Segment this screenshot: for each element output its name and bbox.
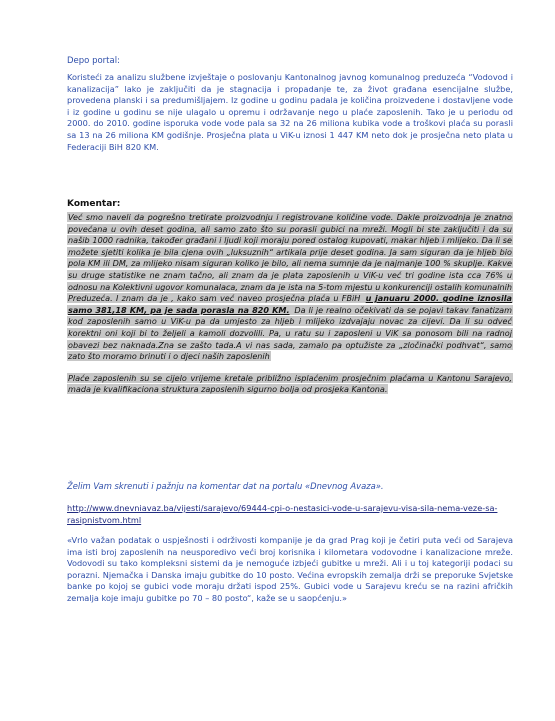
depo-portal-paragraph: Koristeći za analizu službene izvještaje o poslovanju Kantonalnog javnog komunalnog preduzeća “Vodovod i kanalizacija” lako je zaključiti da je stagnacija i propadanje te, za život građana esencijalne službe, provedena planski i sa predumišljajem. Iz godine u godinu padala je količina proizvedene i dostavljene vode i iz godine u godinu se nije ulagalo u opremu i održavanje nego u plaće zaposlenih. Tako je u periodu od 2000. do 2010. godine isporuka vode vode pala sa 32 na 26 miliona kubika vode a troškovi plaća su porasli sa 13 na 26 miliona KM godišnje. Prosječna plata u ViK-u iznosi 1 447 KM neto dok je prosječna neto plata u Federaciji BiH 820 KM. [67, 72, 513, 152]
komentar-text-c: Plaće zaposlenih su se cijelo vrijeme kretale približno isplaćenim prosječnim plaćama u Kantonu Sarajevo, mada je kvalifikaciona struktura zaposlenih sigurno bolja od prosjeka Kantona. [68, 372, 512, 395]
paragraph-gap [67, 363, 513, 373]
avaz-heading: Želim Vam skrenuti i pažnju na komentar dat na portalu «Dnevnog Avaza». [67, 481, 384, 491]
komentar-salary-bold: u januaru 2000. godine iznosila samo 381,18 KM, pa je sada porasla na 820 KM. [68, 293, 513, 315]
komentar-paragraph-1 [67, 212, 513, 363]
avaz-quote: «Vrlo važan podatak o uspješnosti i održivosti kompanije je da grad Prag koji je četiri puta veći od Sarajeva ima isti broj zaposlenih na neusporedivo veći broj korisnika i kilometara vodovodne i kanalizacione mreže. Vodovodi su tako kompleksni sistemi da je nemoguće izbjeći gubitke u mreži. Ali i u toj kategoriji podaci su porazni. Njemačka i Danska imaju gubitke do 10 posto. Većina evropskih zemalja drži se preporuke Svjetske banke po kojoj se gubici vode moraju držati ispod 25%. Gubici vode u Sarajevu kreću se na razini afričkih zemalja koje imaju gubitke po 70 – 80 posto“, kaže se u saopćenju.» [67, 535, 513, 603]
komentar-text-b: Da li je realno očekivati da se pojavi takav fanatizam kod zaposlenih samo u ViK-u pa da umjesto za hljeb i mlijeko izdvajaju novac za cijevi. Da li su odveć korektni oni koji bi to željeli a kamoli dozvolili. Pa, u ratu su i zaposleni u ViK sa ponosom bili na radnoj obavezi bez naknada.Zna se zašto tada.A vi nas sada, zamalo pa optužiste za „zločinački podhvat“, samo zato što moramo brinuti i o djeci naših zaposlenih [68, 304, 512, 362]
avaz-article-link[interactable]: http://www.dnevniavaz.ba/vijesti/sarajevo/69444-cpi-o-nestasici-vode-u-sarajevu-visa-sila-nema-veze-sa-rasipnistvom.html [67, 503, 498, 525]
komentar-body [67, 212, 513, 396]
komentar-paragraph-2 [67, 373, 513, 396]
komentar-text-a: Već smo naveli da pogrešno tretirate proizvodnju i registrovane količine vode. Dakle proizvodnja je znatno povećana u ovih deset godina, ali samo zato što su porasli gubici na mreži. Mogli bi ste zaključiti i da su našib 1000 radnika, također građani i ljudi koji moraju pored ostalog kupovati, makar hljeb i mlijeko. Da li se možete sjetiti kolika je bila cjena ovih „luksuznih“ artikala prije deset godina. Ja sam siguran da je hljeb bio pola KM ili DM, za mlijeko nisam siguran koliko je bilo, ali nema sumnje da je najmanje 100 % skuplje. Kakve su druge statistike ne znam tačno, ali znam da je plata zaposlenih u ViK-u već tri godine ista cca 76% u odnosu na Kolektivni ugovor komunalaca, znam da je ista na 5-tom mjestu u konkurenciji ostalih komunalnih Preduzeća. I znam da je , kako sam već naveo prosječna plaća u FBiH [68, 212, 512, 304]
depo-portal-heading: Depo portal: [67, 56, 120, 66]
komentar-heading: Komentar: [67, 199, 121, 209]
